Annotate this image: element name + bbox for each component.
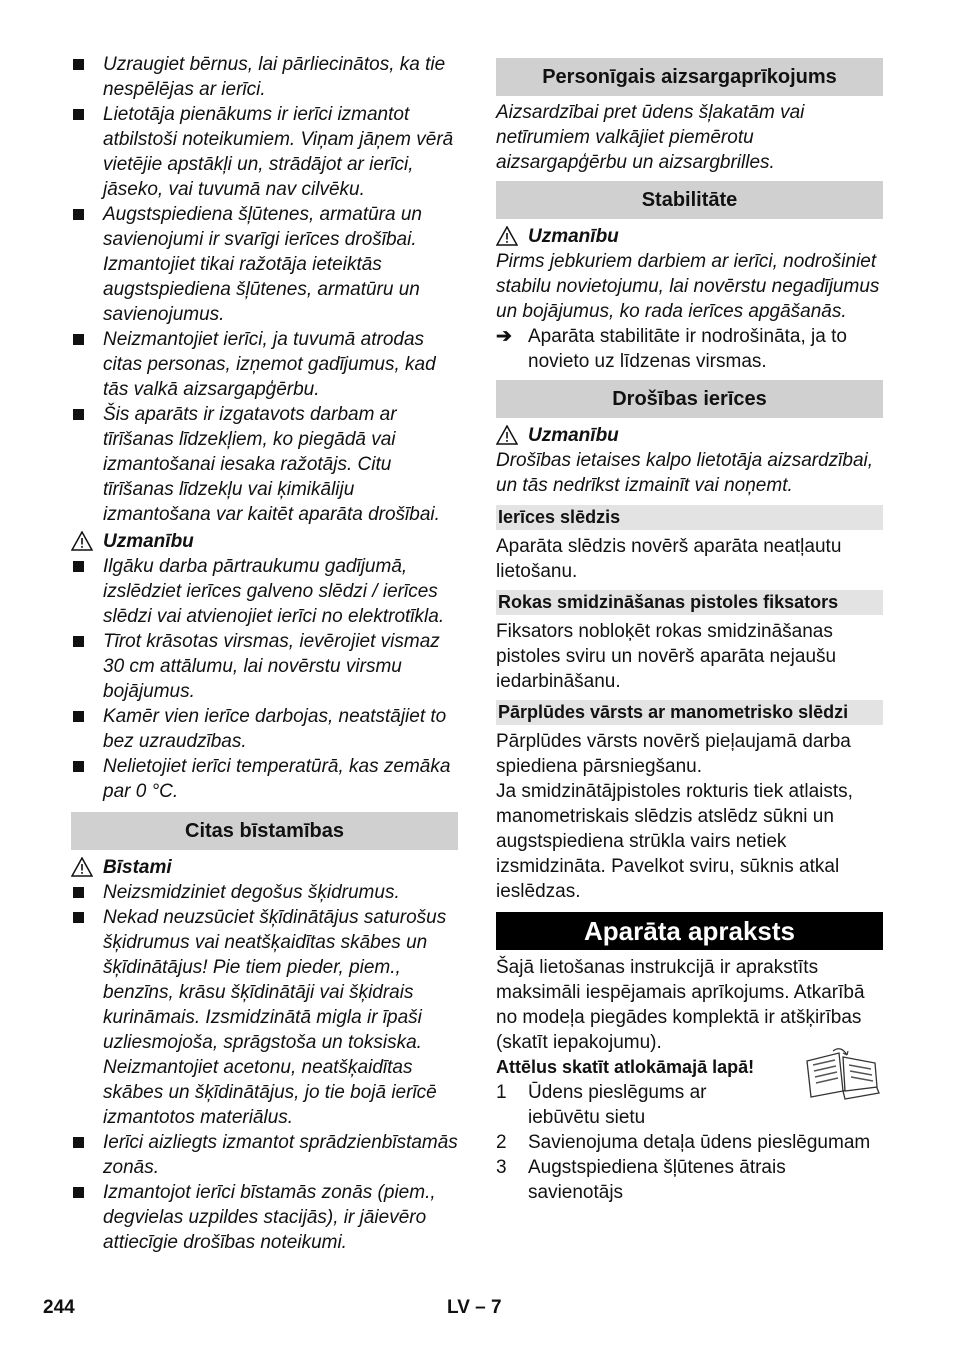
bullet-item: Tīrot krāsotas virsmas, ievērojiet vismaz 30 cm attālumu, lai novērstu virsmu bojājumus. (71, 629, 458, 704)
description-text: Šajā lietošanas instrukcijā ir aprakstīts maksimāli iespējamais aprīkojums. Atkarībā no modeļa piegādes komplektā ir atšķirības (skatīt iepakojumu). (496, 957, 865, 1053)
safety-caution-label: Uzmanību (496, 423, 883, 448)
ppe-text: Aizsardzībai pret ūdens šļakatām vai netīrumiem valkājiet piemērotu aizsargapģērbu un aizsargbrilles. (496, 102, 805, 173)
bullet-item: Nelietojiet ierīci temperatūrā, kas zemāka par 0 °C. (71, 754, 458, 804)
square-bullet-icon (73, 1187, 84, 1198)
stability-text: Pirms jebkuriem darbiem ar ierīci, nodrošiniet stabilu novietojumu, lai novērstu negadījumus un bojājumus, ko rada ierīces apgāšanās. (496, 251, 880, 322)
bullet-item: Lietotāja pienākums ir ierīci izmantot atbilstoši noteikumiem. Viņam jāņem vērā vietējie apstākļi un, strādājot ar ierīci, jāseko, vai tuvumā nav cilvēku. (71, 102, 458, 202)
danger-label: Bīstami (71, 855, 458, 880)
square-bullet-icon (73, 887, 84, 898)
list-item: 1 Ūdens pieslēgums ar iebūvētu sietu (496, 1082, 707, 1128)
square-bullet-icon (73, 912, 84, 923)
ppe-heading: Personīgais aizsargaprīkojums (496, 58, 883, 96)
stability-heading: Stabilitāte (496, 181, 883, 219)
square-bullet-icon (73, 636, 84, 647)
safety-devices-heading: Drošības ierīces (496, 380, 883, 418)
warning-triangle-icon (71, 531, 93, 551)
switch-text: Aparāta slēdzis novērš aparāta neatļautu lietošanu. (496, 536, 842, 582)
square-bullet-icon (73, 409, 84, 420)
bullet-item: Ierīci aizliegts izmantot sprādzienbīstamās zonās. (71, 1130, 458, 1180)
bullet-item: Neizsmidziniet degošus šķidrumus. (71, 880, 458, 905)
valve-text-1: Pārplūdes vārsts novērš pieļaujamā darba spiediena pārsniegšanu. (496, 731, 851, 777)
bullet-item: Augstspiediena šļūtenes, armatūra un savienojumi ir svarīgi ierīces drošībai. Izmantojiet tikai ražotāja ieteiktās augstspiediena šļūtenes, armatūru un savienojumus. (71, 202, 458, 327)
square-bullet-icon (73, 561, 84, 572)
warning-triangle-icon (496, 226, 518, 246)
stability-caution-label: Uzmanību (496, 224, 883, 249)
bullet-item: Izmantojot ierīci bīstamās zonās (piem., degvielas uzpildes stacijās), ir jāievēro attiecīgie drošības noteikumi. (71, 1180, 458, 1255)
lock-text: Fiksators nobloķēt rokas smidzināšanas pistoles sviru un novērš aparāta nejaušu iedarbināšanu. (496, 621, 837, 692)
description-heading: Aparāta apraksts (496, 912, 883, 950)
bullet-item: Neizmantojiet ierīci, ja tuvumā atrodas citas personas, izņemot gadījumus, kad tās valkā aizsargapģērbu. (71, 327, 458, 402)
stability-arrow-item: ➔ Aparāta stabilitāte ir nodrošināta, ja to novieto uz līdzenas virsmas. (496, 326, 847, 372)
bullet-item: Šis aparāts ir izgatavots darbam ar tīrīšanas līdzekļiem, ko piegādā vai izmantošanai iesaka ražotājs. Citu tīrīšanas līdzekļu vai ķimikāliju izmantošana var kaitēt aparāta drošībai. (71, 402, 458, 527)
valve-text-2: Ja smidzinātājpistoles rokturis tiek atlaists, manometriskais slēdzis atslēdz sūkni un augstspiediena strūkla vairs netiek izsmidzināta. Pavelkot sviru, sūknis atkal ieslēdzas. (496, 781, 853, 902)
figures-note: Attēlus skatīt atlokāmajā lapā! (496, 1057, 755, 1077)
valve-heading: Pārplūdes vārsts ar manometrisko slēdzi (496, 700, 883, 725)
language-page-label: LV – 7 (447, 1297, 502, 1318)
warning-triangle-icon (496, 425, 518, 445)
bullet-item: Uzraugiet bērnus, lai pārliecinātos, ka tie nespēlējas ar ierīci. (71, 52, 458, 102)
page-number: 244 (43, 1297, 75, 1318)
bullet-item: Nekad neuzsūciet šķīdinātājus saturošus šķidrumus vai neatšķaidītas skābes un šķīdinātājus! Pie tiem pieder, piem., benzīns, krāsu šķīdinātāji vai šķidrais kurināmais. Izsmidzinātā migla ir īpaši uzliesmojoša, sprāgstoša un toksiska. Neizmantojiet acetonu, neatšķaidītas skābes un šķīdinātājus, jo tie bojā ierīcē izmantotos materiālus. (71, 905, 458, 1130)
lock-heading: Rokas smidzināšanas pistoles fiksators (496, 590, 883, 615)
arrow-right-icon: ➔ (496, 326, 512, 347)
left-column (71, 52, 458, 1255)
bullet-item: Kamēr vien ierīce darbojas, neatstājiet to bez uzraudzības. (71, 704, 458, 754)
bullet-item: Ilgāku darba pārtraukumu gadījumā, izslēdziet ierīces galveno slēdzi / ierīces slēdzi vai atvienojiet ierīci no elektrotīkla. (71, 554, 458, 629)
square-bullet-icon (73, 1137, 84, 1148)
square-bullet-icon (73, 209, 84, 220)
list-item: 3 Augstspiediena šļūtenes ātrais savienotājs (496, 1157, 786, 1203)
square-bullet-icon (73, 109, 84, 120)
other-dangers-heading: Citas bīstamības (71, 812, 458, 850)
right-column (496, 58, 883, 1205)
square-bullet-icon (73, 334, 84, 345)
safety-text: Drošības ietaises kalpo lietotāja aizsardzībai, un tās nedrīkst izmainīt vai noņemt. (496, 450, 874, 496)
list-item: 2 Savienojuma detaļa ūdens pieslēgumam (496, 1132, 871, 1153)
warning-triangle-icon (71, 857, 93, 877)
square-bullet-icon (73, 711, 84, 722)
square-bullet-icon (73, 59, 84, 70)
switch-heading: Ierīces slēdzis (496, 505, 883, 530)
square-bullet-icon (73, 761, 84, 772)
caution-label: Uzmanību (71, 529, 458, 554)
figures-block (496, 1055, 883, 1205)
